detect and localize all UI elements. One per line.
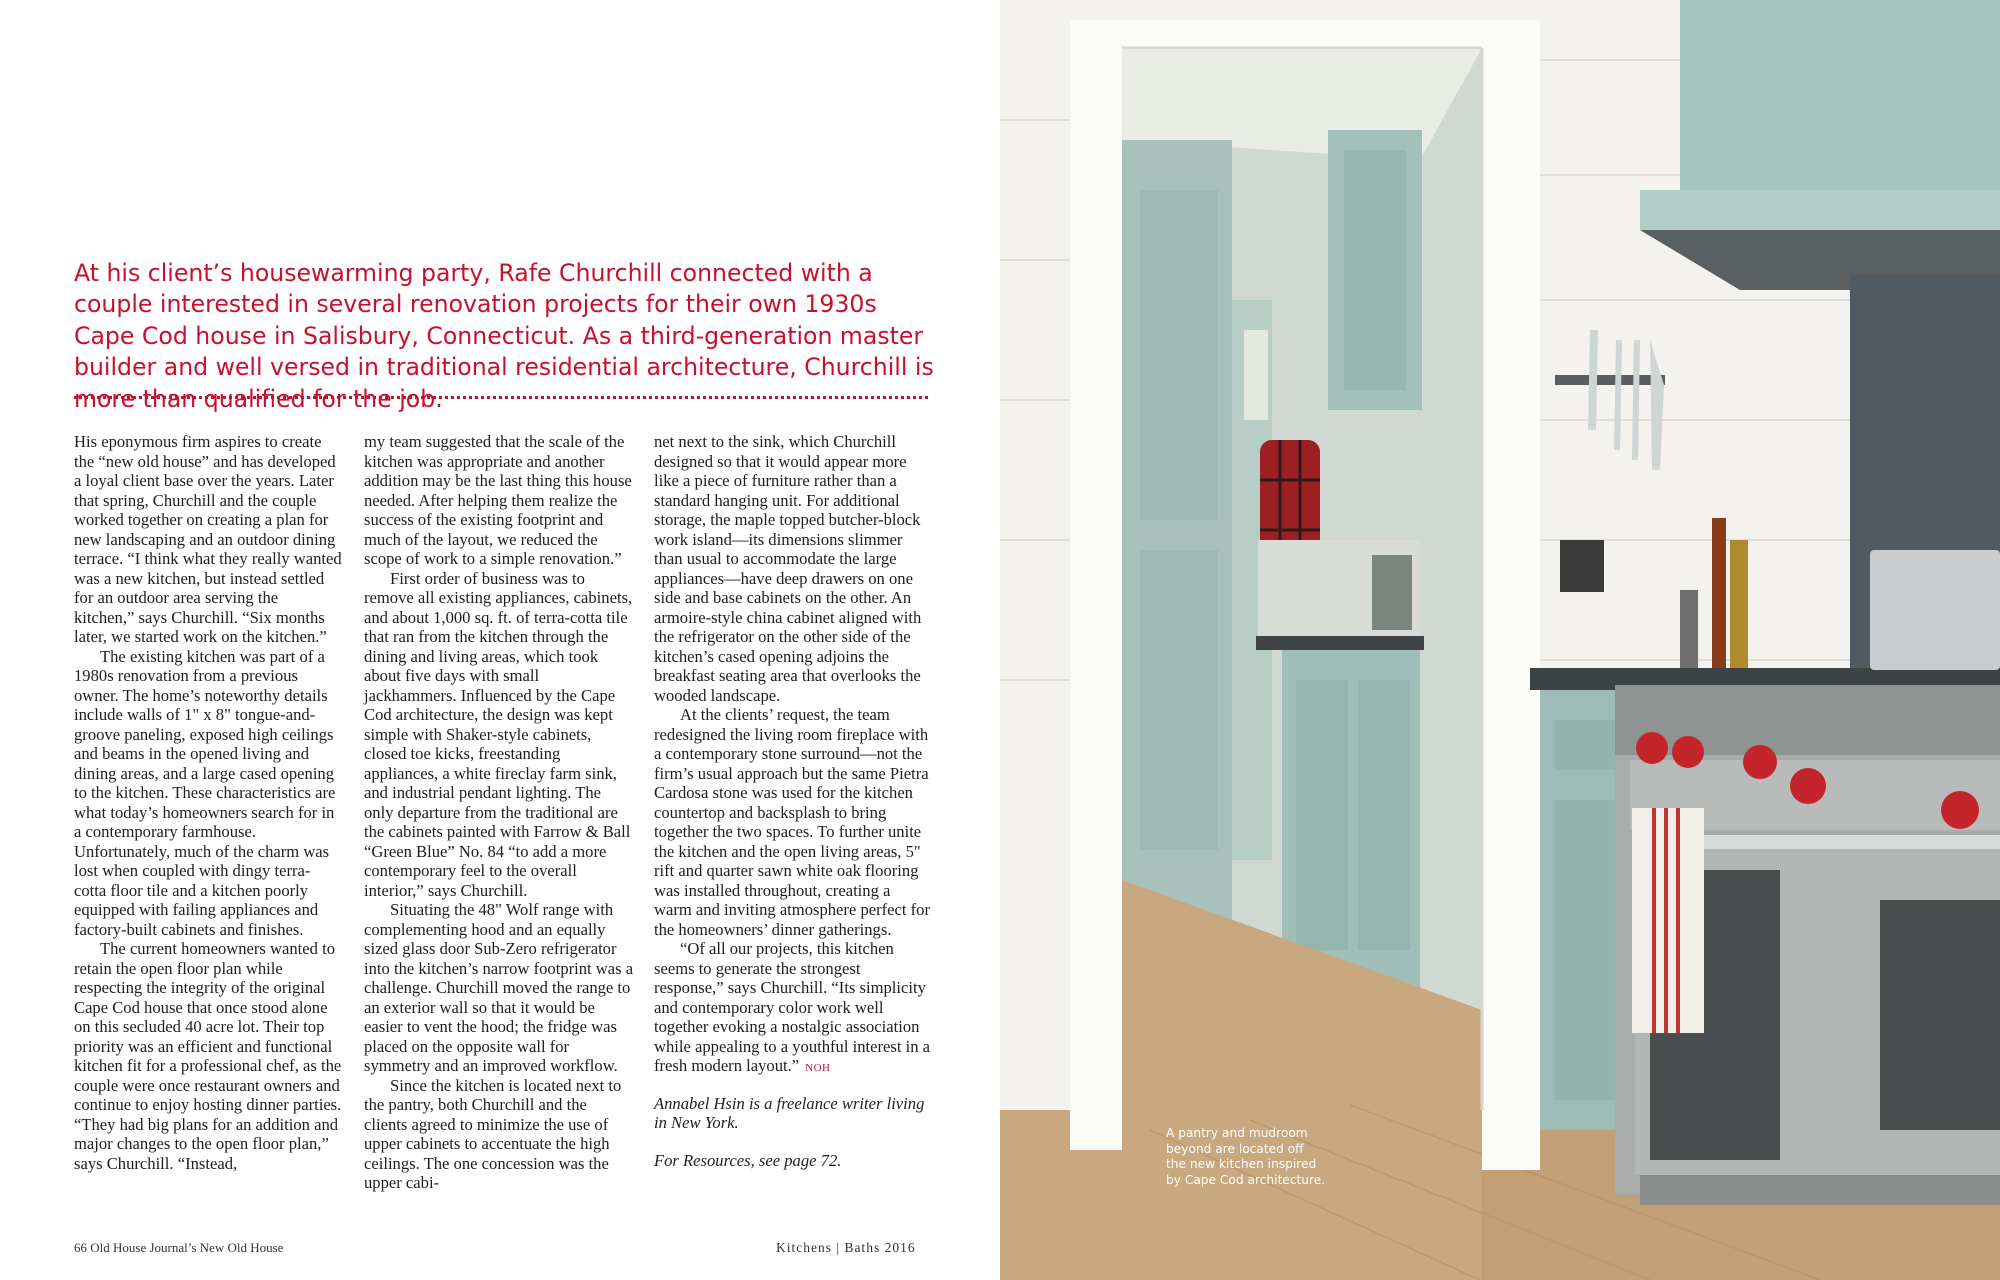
kitchen-photo	[1000, 0, 2000, 1280]
body-paragraph: At the clients’ request, the team redesigned the living room fireplace with a contemporary stone surround—not the firm’s usual approach but the same Pietra Cardosa stone was used for the kitchen countertop and backsplash to bring together the two spaces. To further unite the kitchen and the open living areas, 5" rift and quarter sawn white oak flooring was installed throughout, creating a warm and inviting atmosphere perfect for the homeowners’ dinner gatherings.	[654, 705, 931, 939]
body-column-3	[654, 432, 932, 1170]
body-paragraph-final	[654, 939, 932, 1079]
body-column-2	[364, 432, 634, 1193]
dotted-divider	[74, 396, 928, 399]
right-folio: Kitchens | Baths 2016	[776, 1240, 916, 1255]
final-paragraph-text: “Of all our projects, this kitchen seems to generate the strongest response,” says Churchill. “Its simplicity and contemporary color work well together evoking a nostalgic association while appealing to a youthful interest in a fresh modern layout.”	[654, 939, 931, 1075]
body-paragraph: net next to the sink, which Churchill designed so that it would appear more like a piece of furniture rather than a standard hanging unit. For additional storage, the maple topped butcher-block work island—its dimensions slimmer than usual to accommodate the large appliances—have deep drawers on one side and base cabinets on the other. An armoire-style china cabinet aligned with the refrigerator on the other side of the kitchen’s cased opening adjoins the breakfast seating area that overlooks the wooded landscape.	[654, 432, 922, 705]
body-paragraph: The current homeowners wanted to retain the open floor plan while respecting the integrity of the original Cape Cod house that once stood alone on this secluded 40 acre lot. Their top priority was an efficient and functional kitchen fit for a professional chef, as the couple were once restaurant owners and continue to enjoy hosting dinner parties. “They had big plans for an addition and major changes to the open floor plan,” says Churchill. “Instead,	[74, 939, 342, 1173]
body-paragraph: my team suggested that the scale of the kitchen was appropriate and another addition may be the last thing this house needed. After helping them realize the success of the existing footprint and much of the layout, we reduced the scope of work to a simple renovation.”	[364, 432, 632, 568]
body-paragraph: Situating the 48" Wolf range with complementing hood and an equally sized glass door Sub-Zero refrigerator into the kitchen’s narrow footprint was a challenge. Churchill moved the range to an exterior wall so that it would be easier to vent the hood; the fridge was placed on the opposite wall for symmetry and an improved workflow.	[364, 900, 634, 1075]
lead-paragraph: At his client’s housewarming party, Rafe Churchill connected with a couple interested in several renovation projects for their own 1930s Cape Cod house in Salisbury, Connecticut. As a third-generation master builder and well versed in traditional residential architecture, Churchill is more than qualified for the job.	[74, 259, 934, 413]
end-mark: NOH	[805, 1062, 831, 1074]
resources-note: For Resources, see page 72.	[654, 1150, 842, 1170]
body-paragraph: Since the kitchen is located next to the pantry, both Churchill and the clients agreed to minimize the use of upper cabinets to accentuate the high ceilings. The one concession was the upper cabi-	[364, 1075, 622, 1192]
body-paragraph: His eponymous firm aspires to create the “new old house” and has developed a loyal client base over the years. Later that spring, Churchill and the couple worked together on creating a plan for new landscaping and an outdoor dining terrace. “I think what they really wanted was a new kitchen, but instead settled for an outdoor area serving the kitchen,” says Churchill. “Six months later, we started work on the kitchen.”	[74, 432, 342, 646]
left-folio: 66 Old House Journal’s New Old House	[74, 1240, 284, 1255]
author-credit: Annabel Hsin is a freelance writer living in New York.	[654, 1093, 925, 1132]
photo-caption: A pantry and mudroom beyond are located off the new kitchen inspired by Cape Cod architecture.	[1166, 1126, 1326, 1187]
body-paragraph: First order of business was to remove all existing appliances, cabinets, and about 1,000 sq. ft. of terra-cotta tile that ran from the kitchen through the dining and living areas, which took about five days with small jackhammers. Influenced by the Cape Cod architecture, the design was kept simple with Shaker-style cabinets, closed toe kicks, freestanding appliances, a white fireclay farm sink, and industrial pendant lighting. The only departure from the traditional are the cabinets painted with Farrow & Ball “Green Blue” No. 84 “to add a more contemporary feel to the overall interior,” says Churchill.	[364, 568, 633, 900]
body-paragraph: The existing kitchen was part of a 1980s renovation from a previous owner. The home’s noteworthy details include walls of 1" x 8" tongue-and-groove paneling, exposed high ceilings and beams in the opened living and dining areas, and a large cased opening to the kitchen. These characteristics are what today’s homeowners search for in a contemporary farmhouse. Unfortunately, much of the charm was lost when coupled with dingy terra-cotta floor tile and a kitchen poorly equipped with failing appliances and factory-built cabinets and finishes.	[74, 646, 336, 939]
body-column-1	[74, 432, 342, 1173]
